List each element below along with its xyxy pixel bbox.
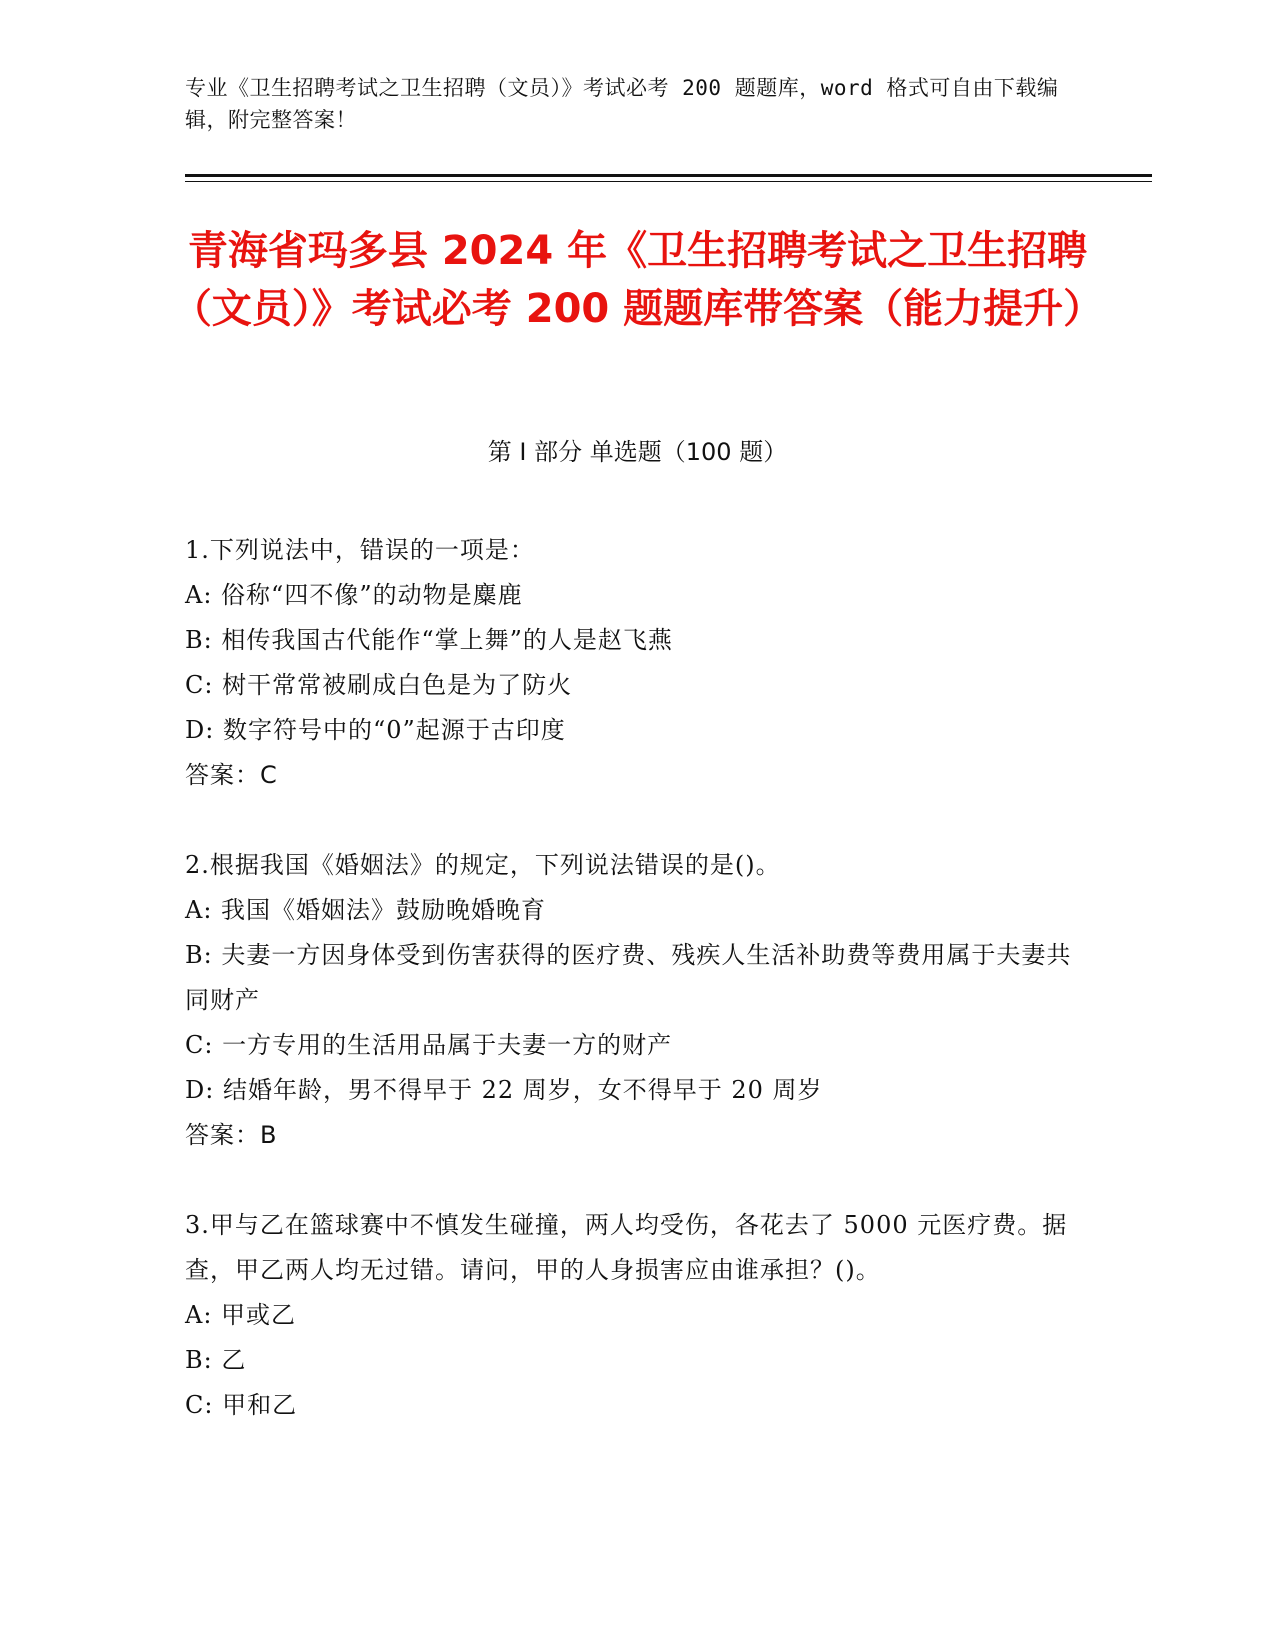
answer: 答案：C: [185, 761, 278, 789]
option-a: A: 俗称“四不像”的动物是麋鹿: [185, 581, 523, 609]
header-note: 专业《卫生招聘考试之卫生招聘（文员）》考试必考 200 题题库，word 格式可自由下载编辑，附完整答案！: [185, 76, 1059, 132]
option-b: B: 乙: [185, 1346, 247, 1374]
option-b: B: 夫妻一方因身体受到伤害获得的医疗费、残疾人生活补助费等费用属于夫妻共同财产: [185, 941, 1072, 1014]
option-d: D: 数字符号中的“0”起源于古印度: [185, 716, 566, 744]
option-a: A: 我国《婚姻法》鼓励晚婚晚育: [185, 896, 547, 924]
question-3: [185, 1203, 1085, 1428]
option-c: C: 甲和乙: [185, 1391, 298, 1419]
question-list: [185, 528, 1085, 1473]
document-title: 青海省玛多县 2024 年《卫生招聘考试之卫生招聘（文员）》考试必考 200 题题库带答案（能力提升）: [171, 228, 1104, 332]
header-divider-thin: [185, 181, 1152, 182]
question-stem: 1.下列说法中，错误的一项是：: [185, 536, 535, 564]
question-stem: 2.根据我国《婚姻法》的规定，下列说法错误的是()。: [185, 851, 781, 879]
question-stem: 3.甲与乙在篮球赛中不慎发生碰撞，两人均受伤，各花去了 5000 元医疗费。据查，甲乙两人均无过错。请问，甲的人身损害应由谁承担？()。: [185, 1211, 1068, 1284]
question-2: [185, 843, 1085, 1158]
option-b: B: 相传我国古代能作“掌上舞”的人是赵飞燕: [185, 626, 673, 654]
option-c: C: 树干常常被刷成白色是为了防火: [185, 671, 573, 699]
answer: 答案：B: [185, 1121, 278, 1149]
option-c: C: 一方专用的生活用品属于夫妻一方的财产: [185, 1031, 673, 1059]
section-title: 第 I 部分 单选题（100 题）: [487, 438, 788, 466]
option-d: D: 结婚年龄，男不得早于 22 周岁，女不得早于 20 周岁: [185, 1076, 823, 1104]
question-1: [185, 528, 1085, 798]
header-divider-thick: [185, 174, 1152, 177]
option-a: A: 甲或乙: [185, 1301, 297, 1329]
